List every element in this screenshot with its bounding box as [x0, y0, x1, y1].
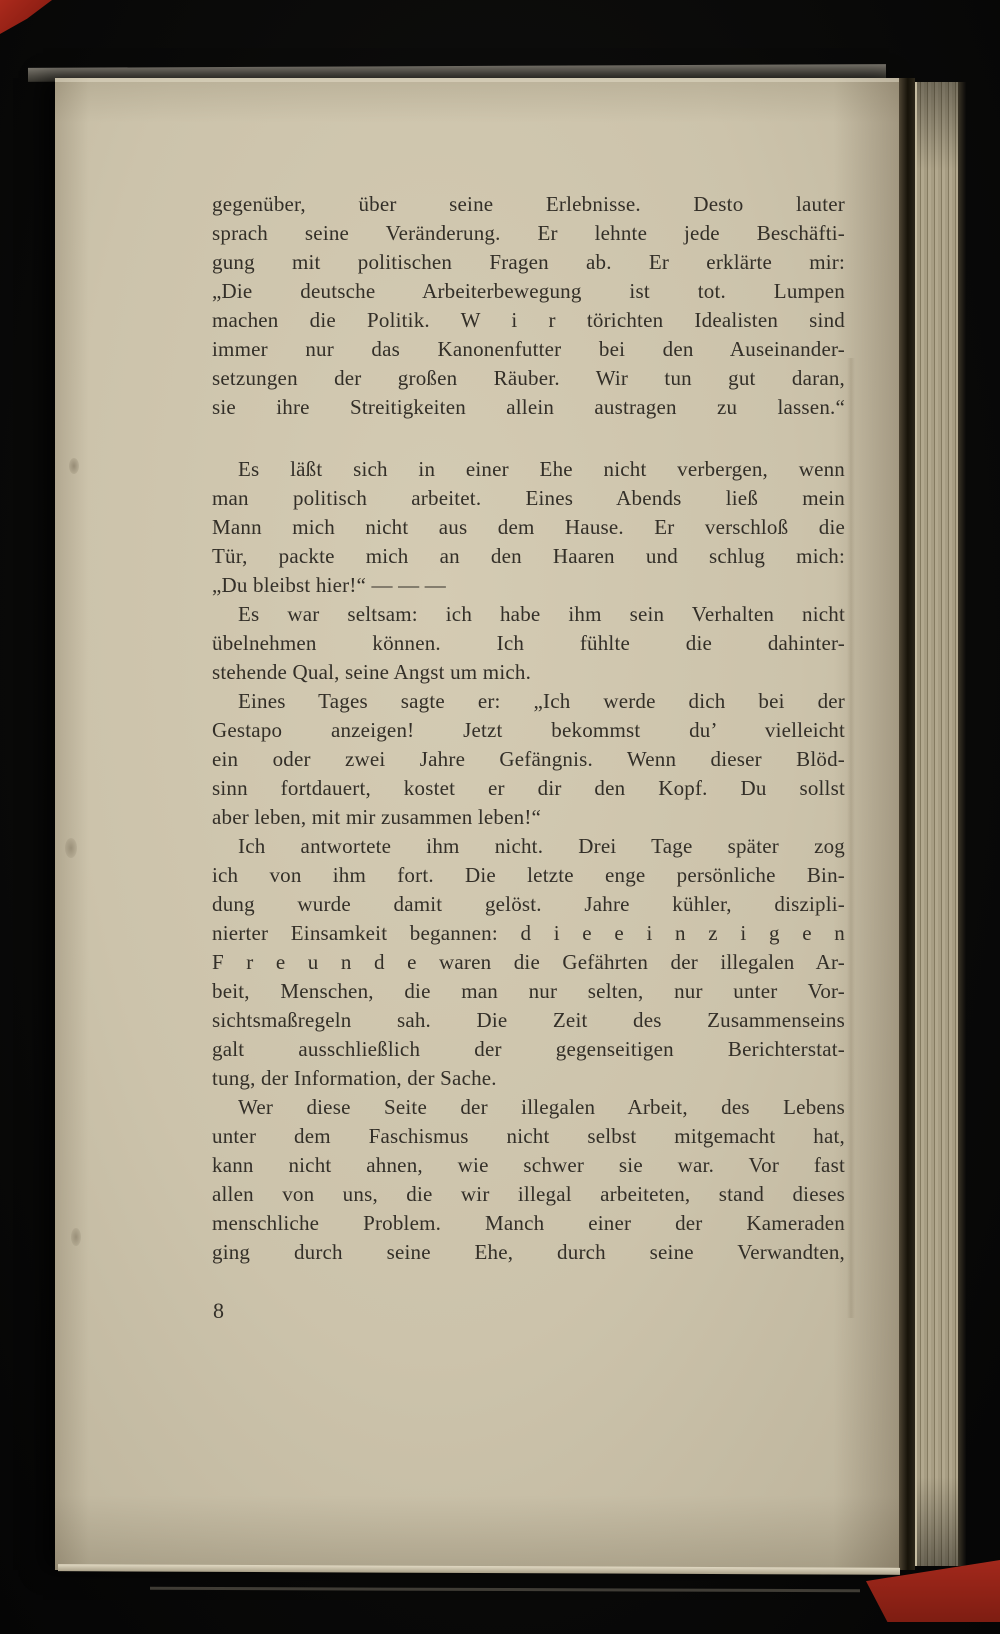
text-line: kann nicht ahnen, wie schwer sie war. Vor fast: [212, 1153, 845, 1177]
text-line: immer nur das Kanonenfutter bei den Auseinander-: [212, 337, 845, 361]
paper-stain: [65, 838, 77, 858]
page-number: 8: [213, 1298, 224, 1323]
text-line: übelnehmen können. Ich fühlte die dahinter-: [212, 631, 845, 655]
fore-edge-pages: [915, 82, 960, 1566]
text-line: Wer diese Seite der illegalen Arbeit, des Lebens: [238, 1095, 845, 1119]
text-line: sprach seine Veränderung. Er lehnte jede Beschäfti-: [212, 221, 845, 245]
text-line: aber leben, mit mir zusammen leben!“: [212, 805, 542, 829]
paragraph: [212, 190, 845, 422]
red-cover-corner-top-left: [0, 0, 52, 34]
paragraph: [212, 1093, 845, 1267]
cover-bottom-line: [150, 1587, 860, 1592]
text-line: Gestapo anzeigen! Jetzt bekommst du’ vielleicht: [212, 718, 845, 742]
paragraph: [212, 455, 845, 600]
text-line: ich von ihm fort. Die letzte enge persönliche Bin-: [212, 863, 845, 887]
paragraph: [212, 687, 845, 832]
text-line: Es läßt sich in einer Ehe nicht verbergen, wenn: [238, 457, 845, 481]
text-line: dung wurde damit gelöst. Jahre kühler, diszipli-: [212, 892, 845, 916]
text-line: „Die deutsche Arbeiterbewegung ist tot. Lumpen: [212, 279, 845, 303]
text-line: nierter Einsamkeit begannen: d i e e i n z i g e n: [212, 921, 845, 945]
book-page: [55, 78, 901, 1570]
text-line: beit, Menschen, die man nur selten, nur unter Vor-: [212, 979, 845, 1003]
text-line: ging durch seine Ehe, durch seine Verwandten,: [212, 1240, 845, 1264]
text-line: „Du bleibst hier!“ — — —: [212, 573, 446, 597]
text-line: sinn fortdauert, kostet er dir den Kopf. Du sollst: [212, 776, 845, 800]
text-line: man politisch arbeitet. Eines Abends ließ mein: [212, 486, 845, 510]
text-line: Ich antwortete ihm nicht. Drei Tage später zog: [238, 834, 845, 858]
text-line: stehende Qual, seine Angst um mich.: [212, 660, 532, 684]
page-crease: [847, 358, 855, 1318]
text-line: machen die Politik. W i r törichten Idealisten sind: [212, 308, 845, 332]
text-line: Tür, packte mich an den Haaren und schlug mich:: [212, 544, 845, 568]
text-line: gung mit politischen Fragen ab. Er erklärte mir:: [212, 250, 845, 274]
text-line: galt ausschließlich der gegenseitigen Berichterstat-: [212, 1037, 845, 1061]
paper-stain: [69, 458, 79, 474]
text-line: ein oder zwei Jahre Gefängnis. Wenn dieser Blöd-: [212, 747, 845, 771]
fore-edge-shadow: [958, 82, 966, 1566]
text-block: [212, 190, 845, 1267]
text-line: Mann mich nicht aus dem Hause. Er verschloß die: [212, 515, 845, 539]
text-line: F r e u n d e waren die Gefährten der illegalen Ar-: [212, 950, 845, 974]
text-line: gegenüber, über seine Erlebnisse. Desto lauter: [212, 192, 845, 216]
paragraph: [212, 600, 845, 687]
text-line: sichtsmaßregeln sah. Die Zeit des Zusammenseins: [212, 1008, 845, 1032]
paragraph: [212, 832, 845, 1093]
text-line: Es war seltsam: ich habe ihm sein Verhalten nicht: [238, 602, 845, 626]
gutter-shadow: [899, 78, 915, 1570]
text-line: sie ihre Streitigkeiten allein austragen zu lassen.“: [212, 395, 845, 419]
text-line: unter dem Faschismus nicht selbst mitgemacht hat,: [212, 1124, 845, 1148]
text-line: Eines Tages sagte er: „Ich werde dich bei der: [238, 689, 845, 713]
text-line: menschliche Problem. Manch einer der Kameraden: [212, 1211, 845, 1235]
text-line: tung, der Information, der Sache.: [212, 1066, 497, 1090]
text-line: allen von uns, die wir illegal arbeiteten, stand dieses: [212, 1182, 845, 1206]
text-line: setzungen der großen Räuber. Wir tun gut daran,: [212, 366, 845, 390]
paper-stain: [71, 1228, 81, 1246]
